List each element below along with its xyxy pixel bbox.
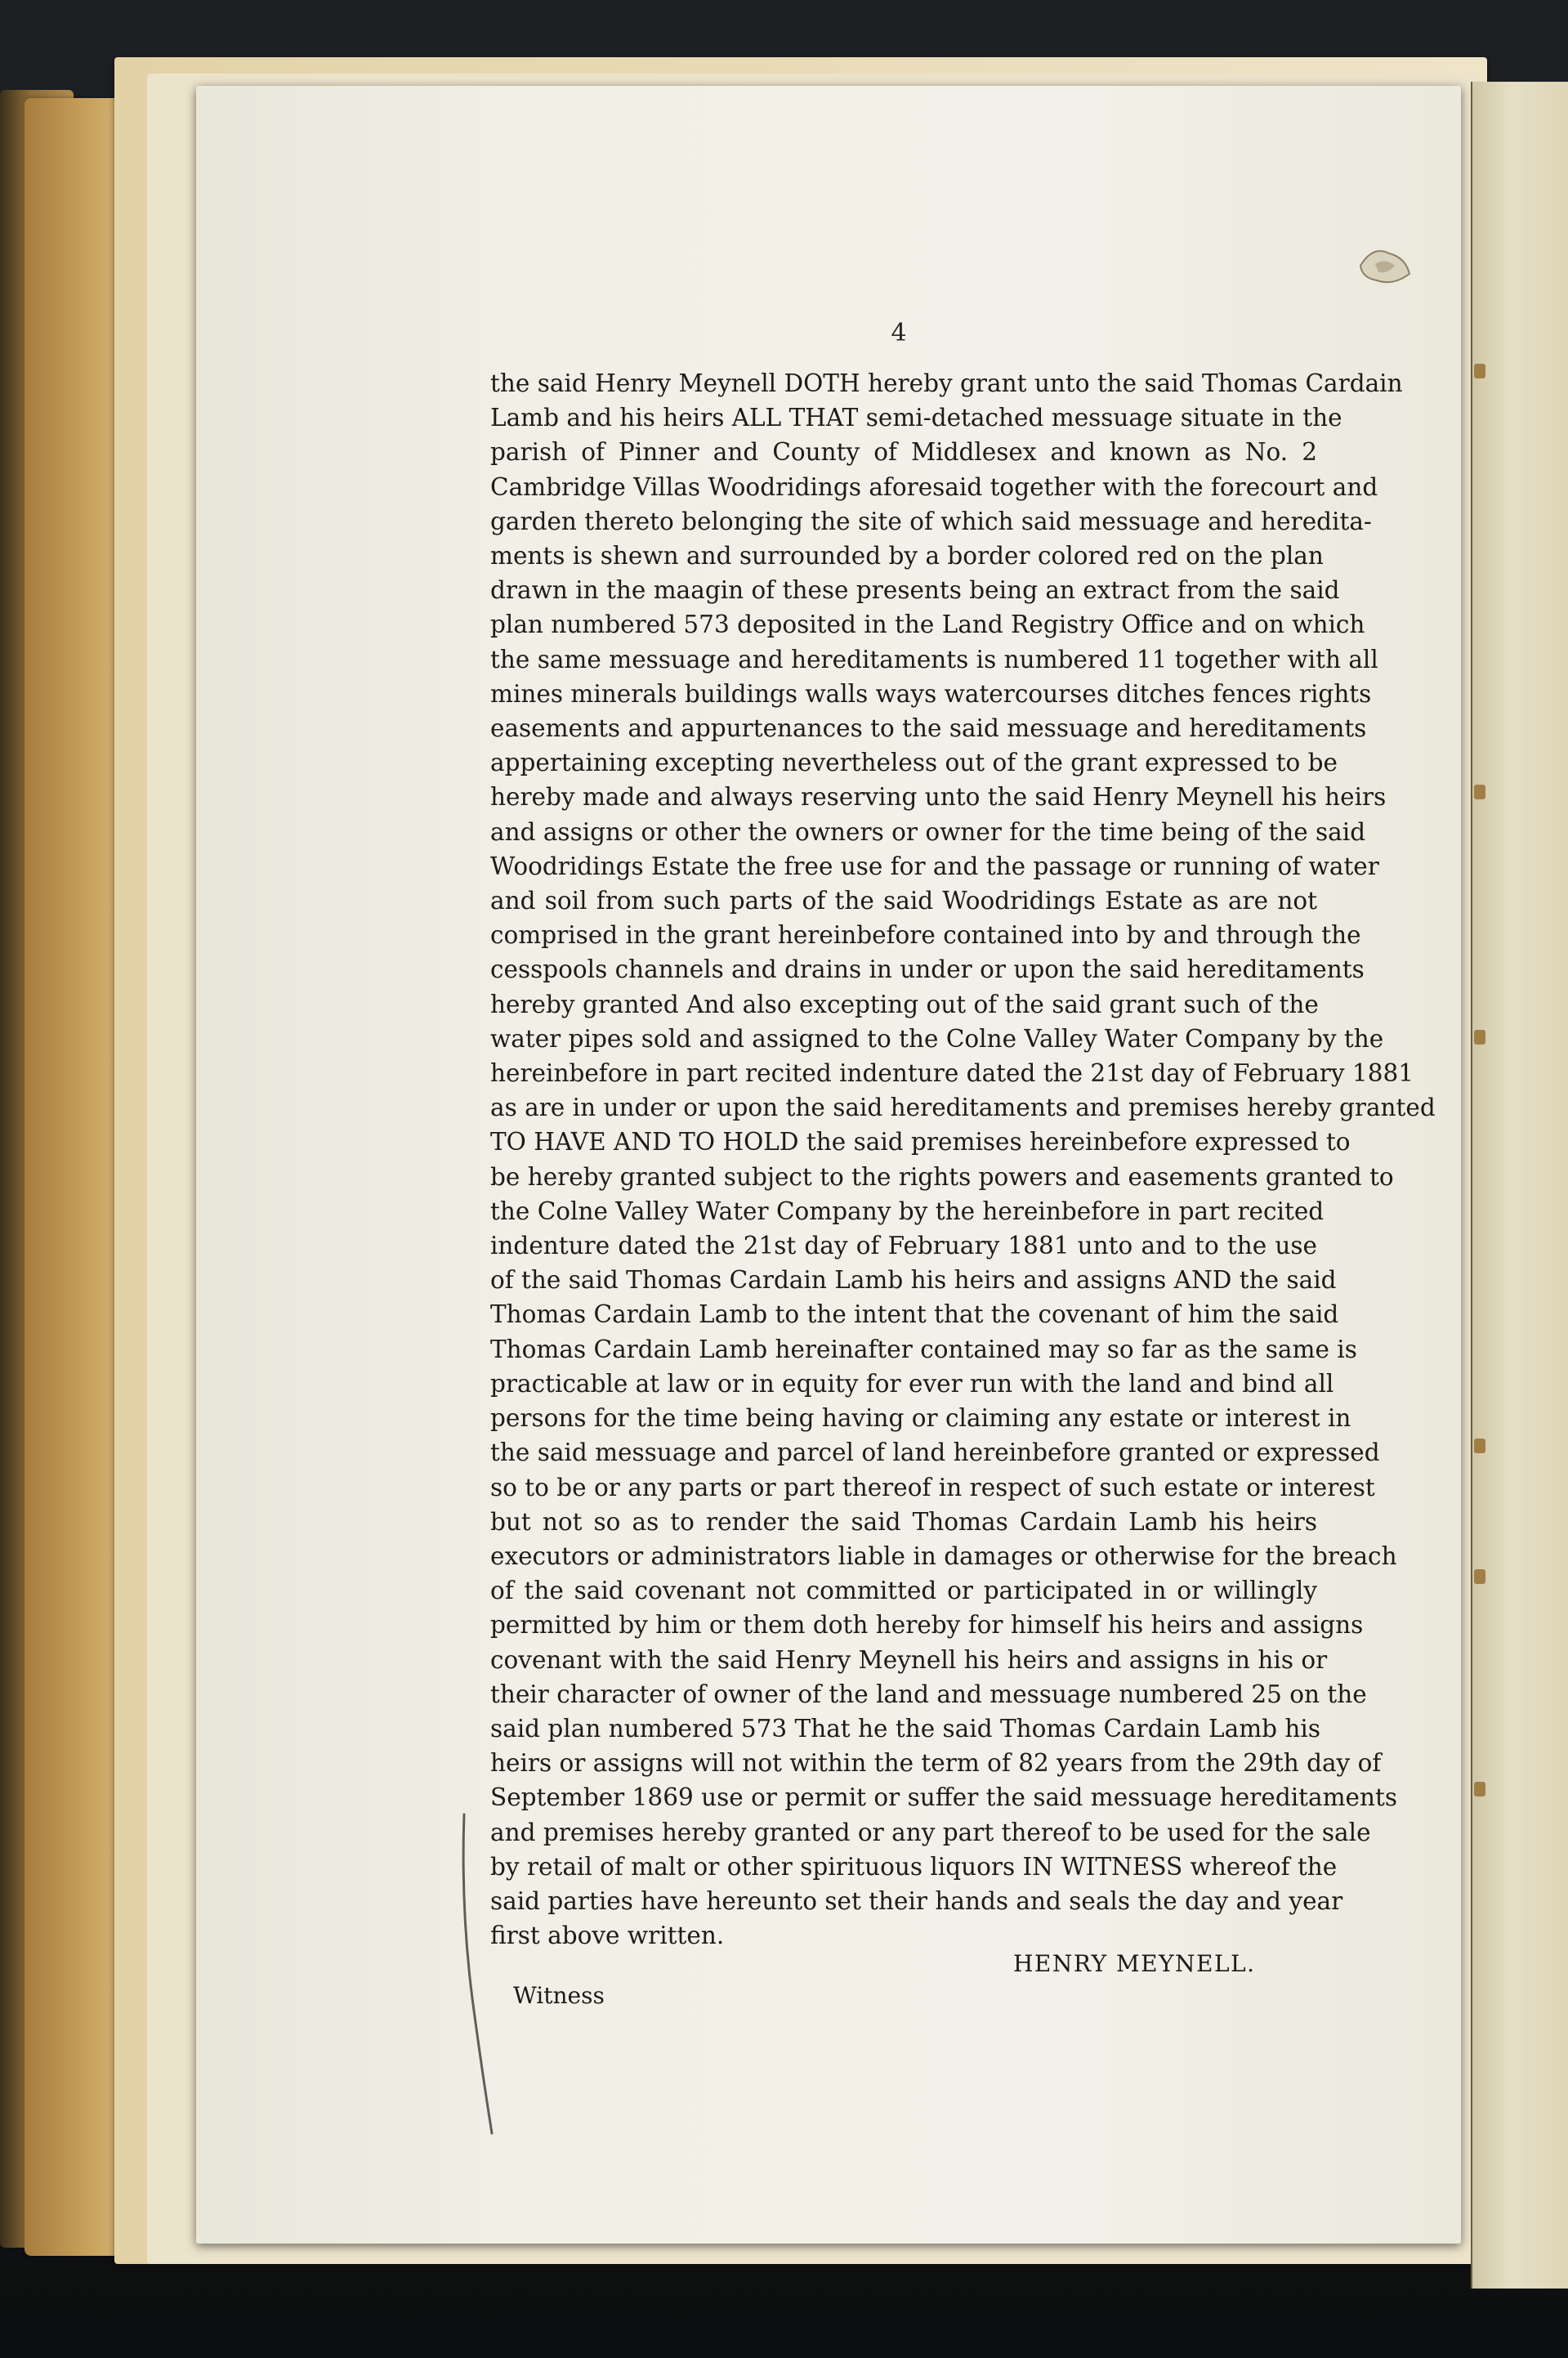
text-line: persons for the time being having or claiming any estate or interest in	[490, 1404, 1351, 1433]
text-line: ments is shewn and surrounded by a border colored red on the plan	[490, 542, 1324, 570]
text-line: Cambridge Villas Woodridings aforesaid together with the forecourt and	[490, 472, 1378, 501]
facing-page-edge	[1471, 82, 1568, 2289]
text-line: said parties have hereunto set their hands and seals the day and year	[490, 1886, 1343, 1915]
binding-tab	[1474, 785, 1485, 799]
deed-body-text	[490, 366, 1436, 1953]
text-line: of the said Thomas Cardain Lamb his heirs and assigns AND the said	[490, 1266, 1337, 1295]
paper-tear-mark	[1352, 241, 1418, 290]
binding-tab	[1474, 364, 1485, 378]
text-line: Thomas Cardain Lamb to the intent that the covenant of him the said	[490, 1300, 1339, 1329]
text-line: garden thereto belonging the site of which said messuage and heredita-	[490, 507, 1372, 535]
text-line: hereby made and always reserving unto the said Henry Meynell his heirs	[490, 783, 1387, 812]
text-line: covenant with the said Henry Meynell his heirs and assigns in his or	[490, 1645, 1328, 1674]
text-line: and premises hereby granted or any part thereof to be used for the sale	[490, 1818, 1371, 1846]
text-line: parish of Pinner and County of Middlesex and known as No. 2	[490, 438, 1317, 467]
text-line: plan numbered 573 deposited in the Land Registry Office and on which	[490, 611, 1365, 639]
text-line: hereinbefore in part recited indenture dated the 21st day of February 1881	[490, 1059, 1414, 1088]
text-line: but not so as to render the said Thomas Cardain Lamb his heirs	[490, 1507, 1317, 1536]
text-line: Lamb and his heirs ALL THAT semi-detached messuage situate in the	[490, 404, 1342, 432]
text-line: their character of owner of the land and messuage numbered 25 on the	[490, 1680, 1367, 1708]
binding-tab	[1474, 1439, 1485, 1453]
text-line: hereby granted And also excepting out of the said grant such of the	[490, 990, 1319, 1018]
text-line: TO HAVE AND TO HOLD the said premises hereinbefore expressed to	[490, 1128, 1351, 1157]
text-line: water pipes sold and assigned to the Colne Valley Water Company by the	[490, 1024, 1384, 1053]
text-line: permitted by him or them doth hereby for himself his heirs and assigns	[490, 1611, 1364, 1640]
text-line: and soil from such parts of the said Woodridings Estate as are not	[490, 887, 1317, 915]
text-line: the Colne Valley Water Company by the hereinbefore in part recited	[490, 1197, 1325, 1225]
text-line: the said messuage and parcel of land hereinbefore granted or expressed	[490, 1439, 1380, 1467]
text-line: practicable at law or in equity for ever run with the land and bind all	[490, 1369, 1334, 1398]
text-line: Woodridings Estate the free use for and the passage or running of water	[490, 852, 1379, 880]
text-line: September 1869 use or permit or suffer the said messuage hereditaments	[490, 1783, 1398, 1812]
pencil-margin-mark	[458, 1810, 507, 2137]
text-line: of the said covenant not committed or participated in or willingly	[490, 1577, 1317, 1605]
text-line: cesspools channels and drains in under or upon the said hereditaments	[490, 955, 1365, 984]
text-line: the same messuage and hereditaments is numbered 11 together with all	[490, 645, 1378, 673]
text-line: mines minerals buildings walls ways watercourses ditches fences rights	[490, 679, 1372, 708]
text-line: and assigns or other the owners or owner for the time being of the said	[490, 817, 1366, 846]
binding-tab	[1474, 1569, 1485, 1584]
signatory-name: HENRY MEYNELL.	[1013, 1950, 1256, 1977]
text-line: executors or administrators liable in damages or otherwise for the breach	[490, 1541, 1397, 1570]
text-line: first above written.	[490, 1922, 725, 1950]
text-line: heirs or assigns will not within the term of 82 years from the 29th day of	[490, 1749, 1382, 1778]
binding-tab	[1474, 1030, 1485, 1045]
text-line: as are in under or upon the said hereditaments and premises hereby granted	[490, 1094, 1436, 1122]
text-line: be hereby granted subject to the rights powers and easements granted to	[490, 1162, 1394, 1191]
text-line: said plan numbered 573 That he the said Thomas Cardain Lamb his	[490, 1714, 1321, 1743]
text-line: easements and appurtenances to the said messuage and hereditaments	[490, 714, 1367, 743]
text-line: Thomas Cardain Lamb hereinafter contained may so far as the same is	[490, 1335, 1357, 1363]
text-line: comprised in the grant hereinbefore contained into by and through the	[490, 921, 1361, 950]
text-line: the said Henry Meynell DOTH hereby grant unto the said Thomas Cardain	[490, 369, 1403, 397]
page-number: 4	[891, 319, 907, 347]
binding-tab	[1474, 1782, 1485, 1796]
text-line: drawn in the maagin of these presents being an extract from the said	[490, 576, 1340, 605]
text-line: appertaining excepting nevertheless out of the grant expressed to be	[490, 749, 1338, 777]
witness-label: Witness	[513, 1982, 605, 2009]
text-line: so to be or any parts or part thereof in respect of such estate or interest	[490, 1473, 1375, 1501]
text-line: by retail of malt or other spirituous liquors IN WITNESS whereof the	[490, 1852, 1338, 1881]
text-line: indenture dated the 21st day of February 1881 unto and to the use	[490, 1232, 1317, 1260]
